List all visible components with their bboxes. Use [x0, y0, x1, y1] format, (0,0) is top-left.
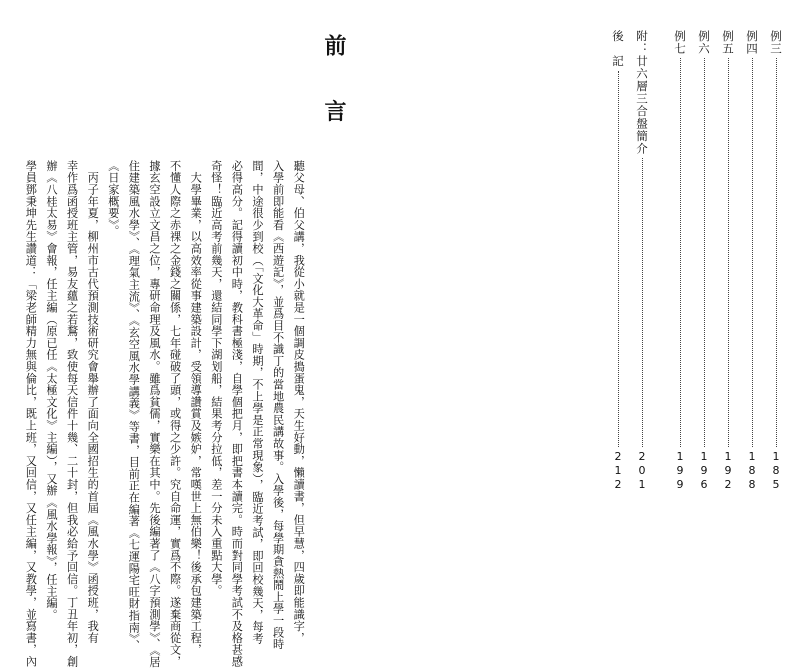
- toc-page-number: 196: [697, 450, 711, 492]
- toc-leader-dots: [728, 58, 729, 447]
- toc-page-number: 199: [673, 450, 687, 492]
- toc-entry-label: 例三: [769, 30, 783, 55]
- toc-entry[interactable]: [720, 30, 736, 492]
- preface-column: 《日家概要》。: [106, 160, 120, 237]
- toc-leader-dots: [752, 58, 753, 447]
- toc-page: [530, 0, 793, 507]
- toc-leader-dots: [642, 158, 643, 447]
- toc-entry-label: 後 記: [611, 30, 625, 68]
- toc-entry-label: 例七: [673, 30, 687, 55]
- toc-leader-dots: [618, 71, 619, 448]
- preface-column: 住建築風水學》、《理氣主流》、《玄空風水學講義》等書，目前正在編著《七運陽宅旺財指南》、: [127, 160, 141, 652]
- toc-entry-label: 例六: [697, 30, 711, 55]
- toc-entry[interactable]: [696, 30, 712, 492]
- toc-page-number: 192: [721, 450, 735, 492]
- preface-title: 前 言: [321, 34, 346, 140]
- preface-column: 間，中途很少到校（「文化大革命」時期，不上學是正常現象），臨近考試，即回校幾天，每考: [251, 160, 264, 645]
- toc-entry[interactable]: [672, 30, 688, 492]
- preface-column: 辦《八桂太易》會報，任主編（原已任《太極文化》主編），又辦《風水學報》，任主編。: [45, 160, 58, 621]
- preface-column: 不懂人際之赤裸之金錢之關係，七年碰破了頭，或得之少許。究自命運，實爲不際。遂棄商從文，: [168, 160, 182, 668]
- toc-leader-dots: [704, 58, 705, 447]
- toc-entry-label: 例五: [721, 30, 735, 55]
- toc-entry-label: 例四: [745, 30, 759, 55]
- toc-leader-dots: [776, 58, 777, 447]
- preface-page: [0, 0, 356, 668]
- toc-leader-dots: [680, 58, 681, 447]
- toc-entry[interactable]: [634, 30, 650, 492]
- toc-page-number: 188: [745, 450, 759, 492]
- toc-entry[interactable]: [768, 30, 784, 492]
- toc-page-number: 212: [611, 450, 625, 492]
- preface-column: 奇怪！臨近高考前幾天，還結同學下湖划船，結果考分拉低，差一分未入重點大學。: [209, 160, 223, 597]
- preface-column: 聽父母、伯父講，我從小就是一個調皮搗蛋鬼，天生好動，懶讀書，但早慧，四歲即能識字，: [292, 160, 306, 644]
- preface-column: 丙子年夏，柳州市古代預測技術研究會舉辦了面向全國招生的首屆《風水學》函授班，我有: [86, 160, 100, 644]
- preface-column: 大學畢業，以高效率從事建築設計，受領導讚賞及嫉妒，常嘆世上無伯樂！後承包建築工程，: [189, 160, 203, 656]
- toc-entry-label: 附：廿六層三合盤簡介: [635, 30, 649, 155]
- preface-column: 必得高分。記得讀初中時，教科書極淺，自學個把月，即把書本讀完。時而對同學考試不及格甚感: [230, 160, 244, 668]
- toc-entry[interactable]: [744, 30, 760, 492]
- toc-entry[interactable]: [610, 30, 626, 492]
- preface-column: 入學前即能看《西遊記》，並爲目不識丁的當地農民講故事。入學後，每學期貪熱鬧上學一段時: [271, 160, 285, 650]
- preface-column: 學員鄧秉坤先生讚道：「梁老師精力無與倫比，既上班，又回信，又任主編，又教學，並寫書，內: [24, 160, 38, 668]
- preface-column: 幸作爲函授班主管，易友蘊之若鶩，致使每天信件十幾、二十封，但我必給予回信。丁丑年初，創: [65, 160, 79, 668]
- toc-page-number: 201: [635, 450, 649, 492]
- preface-column: 據玄空設立文昌之位，專研命理及風水。雖爲貧儒，實樂在其中。先後編著了《八字預測學》、《居: [148, 160, 161, 668]
- toc-page-number: 185: [769, 450, 783, 492]
